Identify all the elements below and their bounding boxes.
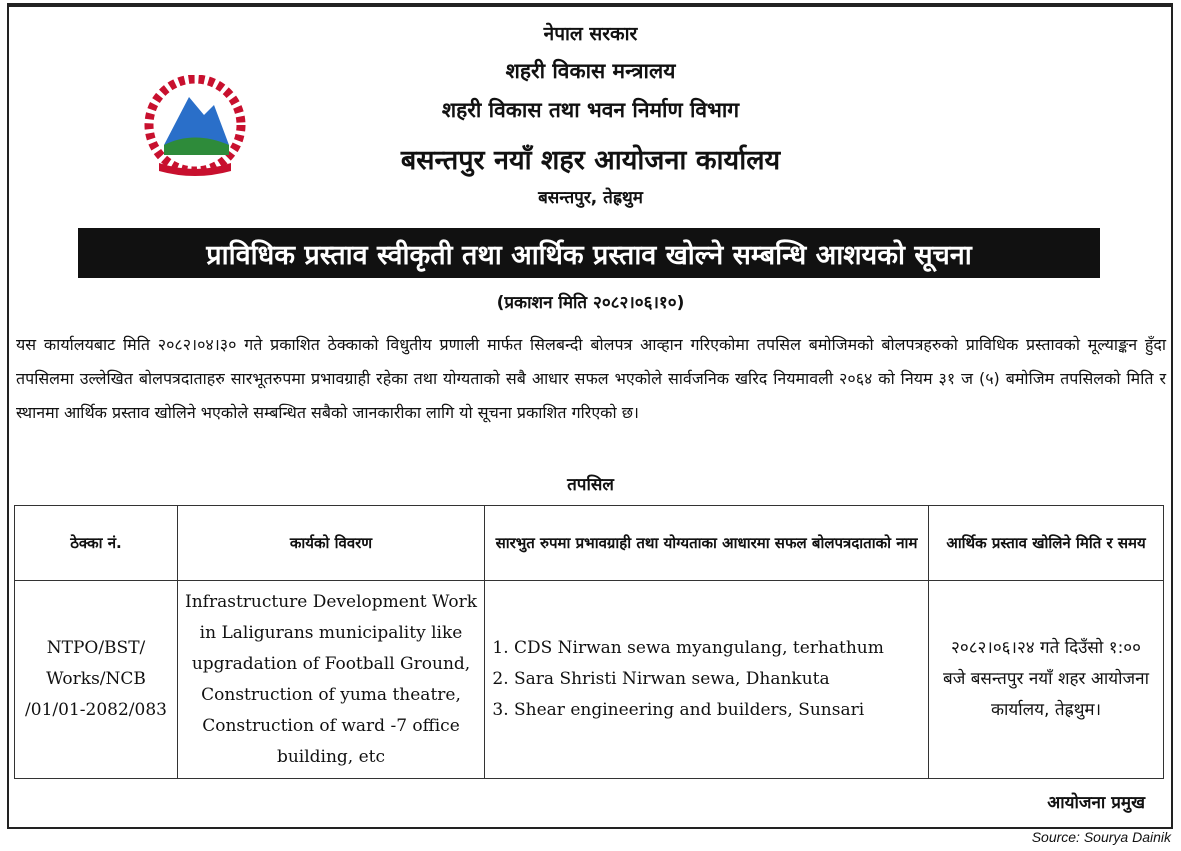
header-opening: आर्थिक प्रस्ताव खोलिने मिति र समय [929, 506, 1164, 581]
table-row [15, 581, 1164, 779]
publish-date: (प्रकाशन मिति २०८२।०६।१०) [496, 293, 685, 313]
table-header-row [15, 506, 1164, 581]
source-credit: Source: Sourya Dainik [1031, 829, 1171, 845]
ministry-name: शहरी विकास मन्त्रालय [505, 59, 676, 83]
header-description: कार्यको विवरण [178, 506, 485, 581]
details-table [14, 505, 1164, 779]
header-bidders: सारभुत रुपमा प्रभावग्राही तथा योग्यताका आधारमा सफल बोलपत्रदाताको नाम [485, 506, 929, 581]
notice-title: प्राविधिक प्रस्ताव स्वीकृती तथा आर्थिक प्रस्ताव खोल्ने सम्बन्धि आशयको सूचना [78, 228, 1100, 278]
table-title: तपसिल [567, 475, 614, 495]
header-contract-no: ठेक्का नं. [15, 506, 178, 581]
office-location: बसन्तपुर, तेह्रथुम [538, 188, 643, 208]
department-name: शहरी विकास तथा भवन निर्माण विभाग [441, 98, 740, 122]
bidder-item: 1. CDS Nirwan sewa myangulang, terhathum [514, 633, 927, 664]
bidder-item: 2. Sara Shristi Nirwan sewa, Dhankuta [514, 664, 927, 695]
work-description: Infrastructure Development Work in Laligurans municipality like upgradation of Football Ground, Construction of yuma theatre, Construction of ward -7 office building, etc [178, 581, 485, 779]
notice-body: यस कार्यालयबाट मिति २०८२।०४।३० गते प्रकाशित ठेक्काको विधुतीय प्रणाली मार्फत सिलबन्दी बोलपत्र आव्हान गरिएकोमा तपसिल बमोजिमको बोलपत्रहरुको प्राविधिक प्रस्तावको मूल्याङ्कन हुँदा तपसिलमा उल्लेखित बोलपत्रदाताहरु सारभूतरुपमा प्रभावग्राही रहेका तथा योग्यताको सबै आधार सफल भएकोले सार्वजनिक खरिद नियमावली २०६४ को नियम ३१ ज (५) बमोजिम तपसिलको मिति र स्थानमा आर्थिक प्रस्ताव खोलिने भएकोले सम्बन्धित सबैको जानकारीका लागि यो सूचना प्रकाशित गरिएको छ। [16, 335, 1166, 422]
bidders-cell [485, 581, 929, 779]
opening-datetime: २०८२।०६।२४ गते दिउँसो १:०० बजे बसन्तपुर नयाँ शहर आयोजना कार्यालय, तेह्रथुम। [929, 581, 1164, 779]
contract-no: NTPO/BST/ Works/NCB /01/01-2082/083 [15, 581, 178, 779]
bidder-item: 3. Shear engineering and builders, Sunsari [514, 695, 927, 726]
office-name: बसन्तपुर नयाँ शहर आयोजना कार्यालय [400, 145, 781, 176]
signature: आयोजना प्रमुख [1047, 793, 1145, 813]
gov-name: नेपाल सरकार [543, 23, 638, 45]
